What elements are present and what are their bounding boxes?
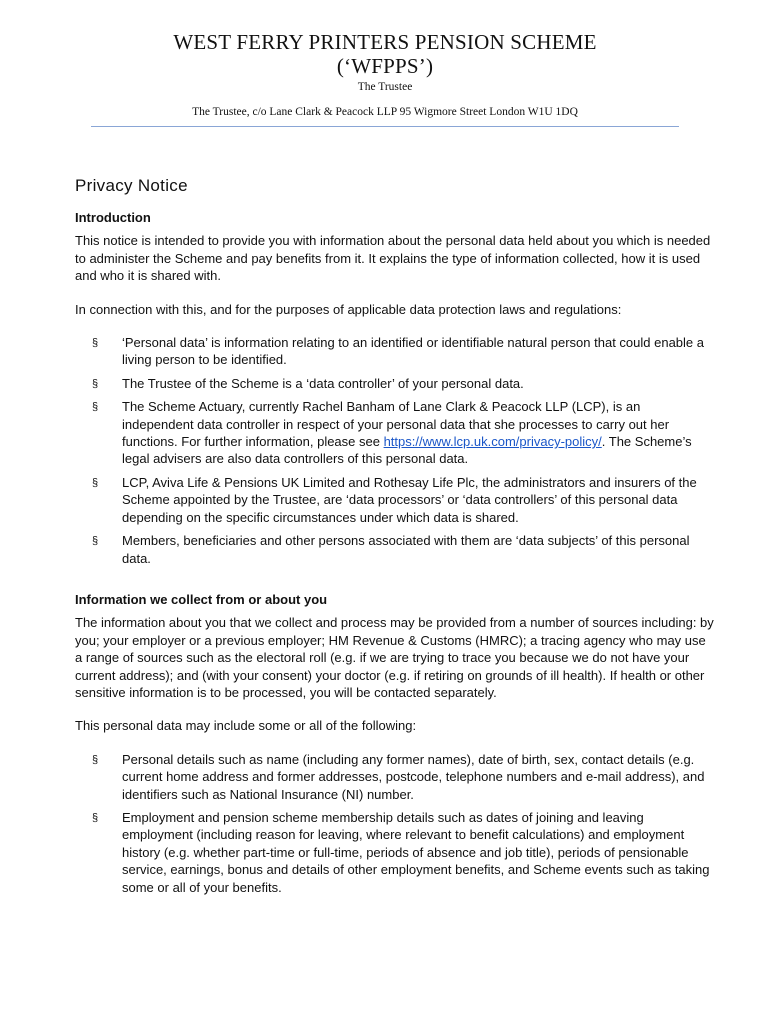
list-item	[75, 751, 715, 803]
intro-paragraph: This notice is intended to provide you with information about the personal data held about you which is needed to administer the Scheme and pay benefits from it. It explains the type of information collected, how it is used and who it is shared with.	[75, 233, 711, 284]
list-item	[75, 398, 715, 468]
list-item-text: Personal details such as name (including any former names), date of birth, sex, contact details (e.g. current home address and former addresses, postcode, telephone numbers and e-mail address), and identifiers such as National Insurance (NI) number.	[122, 751, 705, 802]
intro-connection-paragraph: In connection with this, and for the purposes of applicable data protection laws and regulations:	[75, 301, 622, 317]
trustee-address: The Trustee, c/o Lane Clark & Peacock LLP 95 Wigmore Street London W1U 1DQ	[192, 106, 578, 118]
letterhead-subtitle: The Trustee	[357, 81, 413, 93]
section-bullet-icon: §	[92, 535, 99, 548]
list-item	[75, 474, 715, 526]
list-item-text: The Trustee of the Scheme is a ‘data controller’ of your personal data.	[122, 375, 524, 391]
list-item-text-before-link: The Scheme Actuary, currently Rachel Banham of Lane Clark & Peacock LLP (LCP), is an independent data controller in respect of your personal data that she processes to carry out her functions. For further information, please see	[122, 399, 670, 450]
information-includes-paragraph: This personal data may include some or all of the following:	[75, 718, 417, 734]
section-bullet-icon: §	[92, 753, 99, 766]
section-bullet-icon: §	[92, 337, 99, 350]
list-item-text: Employment and pension scheme membership details such as dates of joining and leaving employment (including reason for leaving, where relevant to benefit calculations) and employment history (e.g. whether part-time or full-time, periods of absence and job title), periods of pensionable service, earnings, bonus and details of other employment benefits, and Scheme events such as taking some or all of your benefits.	[122, 809, 710, 895]
section-bullet-icon: §	[92, 377, 99, 390]
list-item-text	[122, 399, 692, 466]
list-item	[75, 334, 715, 369]
page-title: Privacy Notice	[75, 176, 188, 195]
letterhead	[0, 30, 770, 119]
list-item	[75, 375, 715, 392]
document-body	[75, 175, 715, 912]
list-item	[75, 532, 715, 567]
information-sources-paragraph: The information about you that we collect and process may be provided from a number of sources including: by you; your employer or a previous employer; HM Revenue & Customs (HMRC); a tracing agency who may use a range of sources such as the electoral roll (e.g. if we are trying to trace you because we do not have your current address); and (with your consent) your doctor (e.g. if retiring on grounds of ill health). If health or other sensitive information is to be processed, you will be contacted separately.	[75, 615, 714, 700]
section-heading-information: Information we collect from or about you	[75, 591, 328, 607]
list-item-text: Members, beneficiaries and other persons associated with them are ‘data subjects’ of this personal data.	[122, 533, 690, 566]
privacy-policy-link[interactable]: https://www.lcp.uk.com/privacy-policy/	[383, 434, 602, 450]
personal-data-list	[75, 751, 715, 896]
list-item-text: LCP, Aviva Life & Pensions UK Limited and Rothesay Life Plc, the administrators and insurers of the Scheme appointed by the Trustee, are ‘data processors’ or ‘data controllers’ of this personal data depending on the specific circumstances under which data is shared.	[122, 474, 697, 525]
definitions-list	[75, 334, 715, 567]
section-heading-introduction: Introduction	[75, 210, 151, 225]
list-item-text-after-link: . The Scheme’s legal advisers are also data controllers of this personal data.	[122, 434, 692, 467]
scheme-abbreviation: (‘WFPPS’)	[336, 54, 434, 78]
section-bullet-icon: §	[92, 401, 99, 414]
section-bullet-icon: §	[92, 811, 99, 824]
scheme-title: WEST FERRY PRINTERS PENSION SCHEME	[173, 30, 597, 54]
section-bullet-icon: §	[92, 476, 99, 489]
list-item-text: ‘Personal data’ is information relating to an identified or identifiable natural person that could enable a living person to be identified.	[122, 335, 704, 368]
header-divider	[91, 126, 679, 127]
list-item	[75, 809, 715, 896]
